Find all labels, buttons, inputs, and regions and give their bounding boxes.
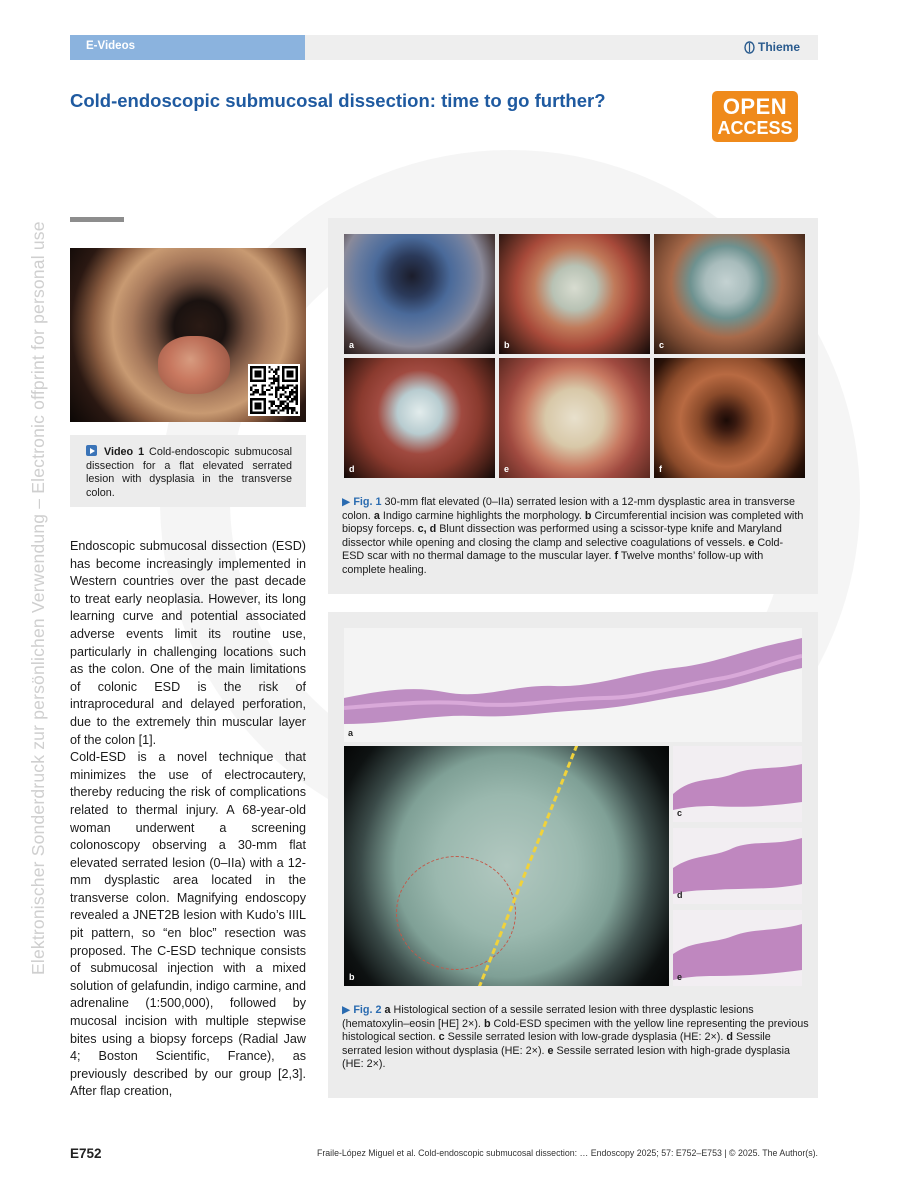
caption-segment: Cold-ESD scar with no thermal damage to the muscular layer. [342, 536, 784, 563]
fig1-panel-d [344, 358, 495, 478]
fig1-panel-a [344, 234, 495, 354]
histology-d-graphic [673, 828, 802, 904]
figure-1-caption [342, 496, 804, 578]
figure-2-label: ▶ Fig. 2 [342, 1004, 382, 1016]
caption-panel-ref: a [384, 1004, 391, 1016]
caption-panel-ref: a [373, 509, 380, 522]
figure-1 [328, 218, 818, 594]
publisher-logo [744, 40, 800, 54]
fig1-panel-c [654, 234, 805, 354]
footer-citation: Fraile-López Miguel et al. Cold-endoscopic submucosal dissection: … Endoscopy 2025; 57: E752–E753 | © 2025. The Author(s). [316, 1148, 818, 1158]
header-bar [70, 35, 818, 60]
article-title: Cold-endoscopic submucosal dissection: time to go further? [70, 90, 606, 111]
figure-2 [328, 612, 818, 1098]
histology-e-graphic [673, 910, 802, 986]
panel-letter: c [677, 808, 683, 818]
body-text [70, 538, 306, 1101]
qr-code [248, 364, 300, 416]
fig1-panel-b [499, 234, 650, 354]
play-icon[interactable] [86, 445, 97, 456]
panel-letter: e [677, 972, 683, 982]
video-caption-text: Cold-endoscopic submucosal dissection for a flat elevated serrated lesion with dysplasia in the transverse colon. [86, 446, 292, 499]
panel-letter: d [677, 890, 683, 900]
panel-letter: f [659, 464, 662, 474]
caption-segment: Sessile serrated lesion with high-grade dysplasia (HE: 2×). [342, 1044, 791, 1071]
panel-letter: a [349, 340, 355, 350]
caption-panel-ref: e [547, 1044, 554, 1057]
caption-segment: Sessile serrated lesion with low-grade dysplasia (HE: 2×). [444, 1031, 727, 1044]
caption-panel-ref: f [614, 550, 619, 563]
section-label: E-Videos [86, 40, 135, 52]
caption-segment: Sessile serrated lesion without dysplasia (HE: 2×). [342, 1031, 771, 1057]
fig1-panel-e [499, 358, 650, 478]
open-access-line1: OPEN [722, 94, 788, 119]
caption-panel-ref: c [438, 1031, 445, 1044]
caption-segment: Circumferential incision was completed with biopsy forceps. [342, 509, 804, 536]
caption-panel-ref: d [726, 1031, 733, 1044]
fig1-panel-f [654, 358, 805, 478]
caption-panel-ref: e [748, 536, 755, 549]
fig2-panel-d [673, 828, 802, 904]
figure-1-label: ▶ Fig. 1 [342, 496, 382, 508]
fig2-panel-e [673, 910, 802, 986]
open-access-line2: ACCESS [717, 118, 793, 138]
video-caption [70, 435, 306, 507]
caption-segment: Indigo carmine highlights the morphology. [379, 509, 585, 522]
figure-2-caption [342, 1004, 812, 1072]
panel-letter: e [504, 464, 510, 474]
video-thumbnail[interactable] [70, 248, 306, 422]
publisher-name: Thieme [757, 40, 800, 54]
panel-letter: b [504, 340, 510, 350]
histology-strip-graphic [344, 628, 802, 742]
panel-letter: b [349, 972, 355, 982]
fig2-panel-c [673, 746, 802, 822]
caption-segment: Cold-ESD specimen with the yellow line representing the previous histological section. [342, 1017, 809, 1044]
body-paragraph: Cold-ESD is a novel technique that minimizes the use of electrocautery, thereby reducing the risk of complications related to thermal injury. A 68-year-old woman underwent a screening colonoscopy observing a 30-mm flat elevated serrated lesion (0–IIa) with a 12-mm dysplastic area located in the transverse colon. Magnifying endoscopy revealed a JNET2B lesion with Kudo’s IIIL pit pattern, so “en bloc” resection was proposed. The C-ESD technique consists of submucosal injection with a mixed solution of gelafundin, indigo carmine, and adrenaline (1:500,000), followed by mucosal incision with multiple stepwise bites using a biopsy forceps (Radial Jaw 4; Boston Scientific, France), as previously described by our group [2,3]. After flap creation, [70, 750, 306, 1099]
body-paragraph: Endoscopic submucosal dissection (ESD) has become increasingly implemented in Western countries over the past decade to treat early neoplasia. However, its long learning curve and potential associated adverse events limit its routine use, particularly in challenging locations such as the colon. One of the main limitations of colonic ESD is the risk of intraprocedural and delayed perforation, due to the extremely thin muscular layer of the colon [1]. [70, 539, 306, 747]
section-tab [70, 35, 305, 60]
caption-panel-ref: c, d [417, 523, 437, 536]
caption-segment: 30-mm flat elevated (0–IIa) serrated lesion with a 12-mm dysplastic area in transverse colon. [342, 496, 795, 522]
open-access-badge [712, 91, 798, 142]
side-watermark: Elektronischer Sonderdruck zur persönlichen Verwendung – Electronic offprint for personal use [28, 221, 48, 975]
figure-1-caption-text [342, 496, 803, 576]
figure-2-label-text: Fig. 2 [353, 1004, 382, 1016]
panel-letter: c [659, 340, 665, 350]
panel-letter: d [349, 464, 355, 474]
caption-panel-ref: b [483, 1017, 491, 1030]
lesion-graphic [158, 336, 230, 394]
caption-segment: Twelve months’ follow-up with complete healing. [342, 550, 764, 576]
video-label: Video 1 [103, 446, 145, 458]
panel-letter: a [348, 728, 354, 738]
publisher-emblem-icon [744, 41, 755, 54]
page-number: E752 [70, 1146, 102, 1161]
figure-1-label-text: Fig. 1 [353, 496, 382, 508]
caption-segment: Blunt dissection was performed using a scissor-type knife and Maryland dissector while opening and closing the clamp and selective coagulations of vessels. [342, 523, 782, 549]
fig2-panel-a [344, 628, 802, 742]
figure-1-image-grid [344, 234, 802, 478]
dysplasia-outline [396, 856, 516, 970]
caption-panel-ref: b [584, 509, 592, 522]
figure-2-caption-text [342, 1004, 809, 1070]
fig2-panel-b [344, 746, 669, 986]
caption-segment: Histological section of a sessile serrated lesion with three dysplastic lesions (hematoxylin–eosin [HE] 2×). [342, 1004, 754, 1030]
histology-c-graphic [673, 746, 802, 822]
column-marker [70, 217, 124, 222]
